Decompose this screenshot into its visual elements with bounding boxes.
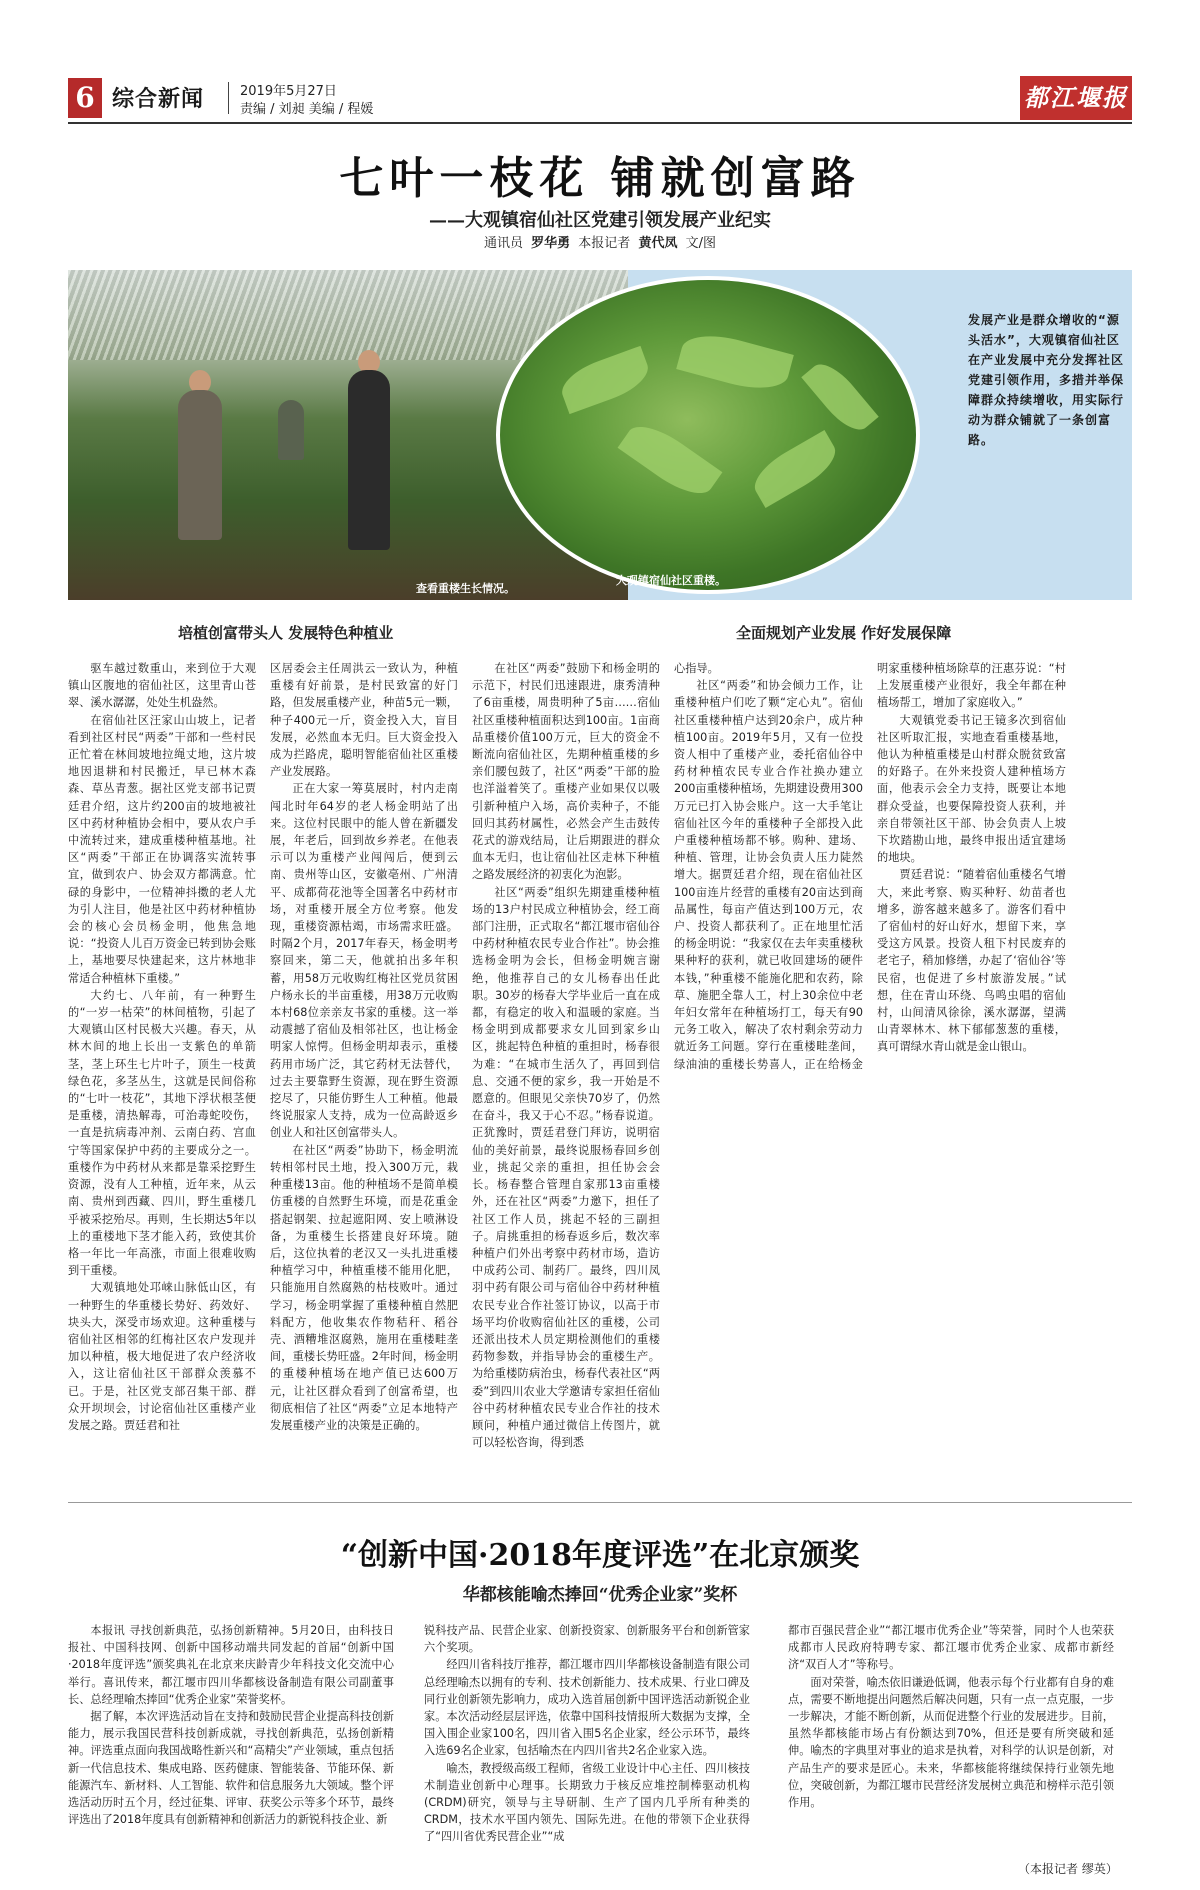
paragraph: 贾廷君说：“随着宿仙重楼名气增大，来此考察、购买种籽、幼苗者也增多，游客越来越多了。游客们看中了宿仙村的好山好水，想留下来，享受这方风景。投资人租下村民废弃的老宅子，稍加修缮，办起了‘宿仙谷’等民宿，也促进了乡村旅游发展。”试想，住在青山环绕、鸟鸣虫唱的宿仙村，山间清风徐徐，溪水潺潺，望满山青翠林木、林下郁郁葱葱的重楼，真可谓绿水青山就是金山银山。 xyxy=(877,868,1066,1054)
paragraph: 大观镇地处邛崃山脉低山区，有一种野生的华重楼长势好、药效好、块头大，深受市场欢迎。这种重楼与宿仙社区相邻的红梅社区农户发现并加以种植，极大地促进了农户经济收入，这让宿仙社区干部群众羡慕不已。于是，社区党支部召集干部、群众开坝坝会，讨论宿仙社区重楼产业发展之路。贾廷君和社 xyxy=(68,1281,256,1432)
byline-suffix: 文/图 xyxy=(685,236,716,251)
paragraph: 驱车越过数重山，来到位于大观镇山区腹地的宿仙社区，这里青山苍翠、溪水潺潺，处处生机盎然。 xyxy=(68,662,256,710)
article2-headline: “创新中国·2018年度评选”在北京颁奖 xyxy=(340,1538,860,1573)
paragraph: 在社区“两委”鼓励下和杨金明的示范下，村民们迅速跟进，康秀清种了6亩重楼，周贵明种了5亩……宿仙社区重楼种植面积达到100亩。1亩商品重楼价值100万元，巨大的资金不断流向宿仙社区，先期种植重楼的乡亲们腰包鼓了，社区“两委”干部的脸也洋溢着笑了。重楼产业如果仅以吸引新种植户入场，高价卖种子，不能回归其药材属性，必然会产生击鼓传花式的游戏结局，让后期跟进的群众血本无归，也让宿仙社区走林下种植之路发展经济的初衷化为泡影。 xyxy=(472,662,660,882)
paragraph: 大约七、八年前，有一种野生的“一岁一枯荣”的林间植物，引起了大观镇山区村民极大兴趣。春天，从林木间的地上长出一支紫色的单箭茎，茎上环生七片叶子，顶生一枝黄绿色花，多茎丛生，这就是民间俗称的“七叶一枝花”，其地下浮状根茎便是重楼，清热解毒，可治毒蛇咬伤，一直是抗病毒冲剂、云南白药、宫血宁等国家保护中药的主要成分之一。重楼作为中药材从来都是靠采挖野生资源，没有人工种植，近年来，从云南、贵州到西藏、四川，野生重楼几乎被采挖殆尽。再则，生长期达5年以上的重楼地下茎才能入药，致使其价格一年比一年高涨，市面上很难收购到干重楼。 xyxy=(68,988,256,1278)
paragraph: 心指导。 xyxy=(674,662,719,675)
leaf-shape xyxy=(747,430,844,508)
article2-credit: （本报记者 缪英） xyxy=(1018,1862,1118,1876)
leaf-shape xyxy=(618,415,723,505)
paragraph: 经四川省科技厅推荐，都江堰市四川华都核设备制造有限公司总经理喻杰以拥有的专利、技术创新能力、技术成果、行业口碑及同行业创新领先影响力，成功入选首届创新中国评选活动新锐企业家。本次活动经层层评选，依靠中国科技情报所大数据为支撑，全国入围企业家100名，四川省入围5名企业家，经公示环节，最终入选69名企业家，包括喻杰在内四川省共2名企业家入选。 xyxy=(424,1658,750,1758)
article1-column-3 xyxy=(472,660,660,1484)
section-title-right: 全面规划产业发展 作好发展保障 xyxy=(736,624,952,642)
byline-author1: 罗华勇 xyxy=(531,236,571,251)
header-rule xyxy=(68,122,1132,124)
paragraph: 大观镇党委书记王镜多次到宿仙社区听取汇报，实地查看重楼基地，他认为种植重楼是山村群众脱贫致富的好路子。在外来投资人建种植场方面，他表示会全力支持，既要让本地群众受益，也要保障投资人获利，并亲自带领社区干部、协会负责人上坡下坎踏勘山地，最终申报出适宜建场的地块。 xyxy=(877,713,1066,865)
editors-line: 责编 / 刘昶 美编 / 程媛 xyxy=(240,102,374,117)
masthead-logo: 都江堰报 xyxy=(1020,76,1132,120)
column-pair xyxy=(674,660,1066,1484)
article2-column-3 xyxy=(788,1622,1114,1846)
photo-caption-mid: 大观镇宿仙社区重楼。 xyxy=(616,574,726,587)
paragraph: 社区“两委”组织先期建重楼种植场的13户村民成立种植协会，经工商部门注册，正式取名“都江堰市宿仙谷中药材种植农民专业合作社”。协会推选杨金明为会长，但杨金明婉言谢绝，他推荐自己的女儿杨春出任此职。30岁的杨春大学毕业后一直在成都，有稳定的收入和温暖的家庭。当杨金明到成都要求女儿回到家乡山区，挑起特色种植的重担时，杨春很为难：“在城市生活久了，再回到信息、交通不便的家乡，我一开始是不愿意的。但眼见父亲快70岁了，仍然在奋斗，我又于心不忍。”杨春说道。正犹豫时，贾廷君登门拜访，说明宿仙的美好前景，最终说服杨春回乡创业，挑起父亲的重担，担任协会会长。杨春整合管理自家那13亩重楼外，还在社区“两委”力邀下，担任了社区工作人员，挑起不轻的三副担子。肩挑重担的杨春返乡后，数次率种植户们外出考察中药材市场，造访中成药公司、制药厂。最终，四川凤羽中药有限公司与宿仙谷中药材种植农民专业合作社签订协议，以高于市场平均价收购宿仙社区的重楼，公司还派出技术人员定期检测他们的重楼药物参数，并指导协会的重楼生产。为给重楼防病治虫，杨春代表社区“两委”到四川农业大学邀请专家担任宿仙谷中药材种植农民专业合作社的技术顾问，种植户通过微信上传图片，就可以轻松咨询，得到悉 xyxy=(472,885,660,1450)
byline-author2: 黄代凤 xyxy=(638,236,678,251)
article-divider xyxy=(68,1502,1132,1503)
article1-photo-block xyxy=(68,270,1132,600)
byline-prefix: 通讯员 xyxy=(483,236,523,251)
article2-column-2 xyxy=(424,1622,750,1846)
article1-subheadline: ——大观镇宿仙社区党建引领发展产业纪实 xyxy=(429,210,771,231)
person-figure xyxy=(348,370,390,550)
section-title-left: 培植创富带头人 发展特色种植业 xyxy=(178,624,394,642)
paragraph: 据了解，本次评选活动旨在支持和鼓励民营企业提高科技创新能力，展示我国民营科技创新成就，寻找创新典范，弘扬创新精神。评选重点面向我国战略性新兴和“高精尖”产业领域，重点包括新一代信息技术、集成电路、医药健康、智能装备、节能环保、新能源汽车、新材料、人工智能、软件和信息服务九大领域。整个评选活动历时五个月，经过征集、评审、获奖公示等多个环节，最终评选出了2018年度具有创新精神和创新活力的新锐科技企业、新 xyxy=(68,1710,394,1827)
article1-column-2 xyxy=(270,660,458,1484)
paragraph: 在宿仙社区汪家山山坡上，记者看到社区村民“两委”干部和一些村民正忙着在林间坡地拉绳丈地，这片坡地因退耕和村民搬迁，早已林木森森、草丛青葱。据社区党支部书记贾廷君介绍，这片约200亩的坡地被社区中药材种植协会相中，要从农户手中流转过来，建成重楼种植基地。社区“两委”干部正在协调落实流转事宜，做到农户、协会双方都满意。忙碌的身影中，一位精神抖擞的老人尤为引人注目，他是社区中药材种植协会的核心会员杨金明，他焦急地说：“投资人儿百万资金已转到协会账上，基地要尽快建起来，这片林地非常适合种植林下重楼。” xyxy=(68,713,256,985)
paragraph: 在社区“两委”协助下，杨金明流转相邻村民土地，投入300万元，栽种重楼13亩。他的种植场不是简单模仿重楼的自然野生环境，而是花重金搭起钢架、拉起遮阳网、安上喷淋设备，为重楼生长搭建良好环境。随后，这位执着的老汉又一头扎进重楼种植学习中，种植重楼不能用化肥，只能施用自然腐熟的枯枝败叶。通过学习，杨金明掌握了重楼种植自然肥料配方，他收集农作物秸秆、稻谷壳、酒糟堆沤腐熟，施用在重楼畦垄间，重楼长势旺盛。2年时间，杨金明的重楼种植场在地产值已达600万元，让社区群众看到了创富希望，也彻底相信了社区“两委”立足本地特产发展重楼产业的决策是正确的。 xyxy=(270,1143,458,1432)
page-header xyxy=(68,78,1132,118)
leaf-shape xyxy=(556,346,654,414)
article2-column-1 xyxy=(68,1622,394,1846)
section-name: 综合新闻 xyxy=(112,87,205,112)
leaf-shape xyxy=(676,327,794,398)
paragraph: 社区“两委”和协会倾力工作，让重楼种植户们吃了颗“定心丸”。宿仙社区重楼种植户达到20余户，成片种植100亩。2019年5月，又有一位投资人相中了重楼产业，委托宿仙谷中药材种植农民专业合作社换办建立200亩重楼种植场，先期建设费用300万元已打入协会账户。这一大手笔让宿仙社区今年的重楼种子全部投入此户重楼种植场都不够。购种、建场、种植、管理，让协会负责人压力陡然增大。据贾廷君介绍，现在宿仙社区100亩连片经营的重楼有20亩达到商品属性，每亩产值达到100万元，农户、投资人都获利了。正在地里忙活的杨金明说：“我家仅在去年卖重楼秋果种籽的获利，就已收回建场的硬件本钱，”种重楼不能施化肥和农药，除草、施肥全靠人工，村上30余位中老年妇女常年在种植场打工，每天有90元务工收入，解决了农村剩余劳动力就近务工问题。穿行在重楼畦垄间，绿油油的重楼长势喜人，正在给杨金明家重楼种植场除草的汪惠芬说：“村上发展重楼产业很好，我全年都在种植场帮工，增加了家庭收入。” xyxy=(674,662,1066,1071)
paragraph: 正在大家一筹莫展时，村内走南闯北时年64岁的老人杨金明站了出来。这位村民眼中的能人曾在新疆发展，年老后，回到故乡养老。在他表示可以为重楼产业闯闯后，便到云南、贵州等山区，安徽亳州、广州清平、成都荷花池等全国著名中药材市场，对重楼开展全方位考察。他发现，重楼资源枯竭，市场需求旺盛。时隔2个月，2017年春天，杨金明考察回来，第二天，他就拍出多年积蓄，用58万元收购红梅社区党员贫困户杨永长的半亩重楼，用38万元收购本村68位亲亲友书家的重楼。这一举动震撼了宿仙及相邻社区，也让杨金明家人惊愕。但杨金明却表示，重楼药用市场广泛，其它药材无法替代，过去主要靠野生资源，现在野生资源挖尽了，只能仿野生人工种植。他最终说服家人支持，成为一位高龄返乡创业人和社区创富带头人。 xyxy=(270,782,458,1140)
paragraph: 锐科技产品、民营企业家、创新投资家、创新服务平台和创新管家六个奖项。 xyxy=(424,1624,750,1655)
paragraph: 面对荣誉，喻杰依旧谦逊低调，他表示每个行业都有自身的难点，需要不断地提出问题然后解决问题，只有一点一点克服，一步一步解决，才能不断创新，从而促进整个行业的发展进步。目前，虽然华都核能市场占有份额达到70%，但还是要有所突破和延伸。喻杰的字典里对事业的追求是执着，对科学的认识是创新，对产品生产的要求是匠心。未来，华都核能将继续保持行业领先地位，突破创新，为都江堰市民营经济发展树立典范和榜样示范引领作用。 xyxy=(788,1675,1114,1810)
paragraph: 本报讯 寻找创新典范，弘扬创新精神。5月20日，由科技日报社、中国科技网、创新中国移动端共同发起的首届“创新中国·2018年度评选”颁奖典礼在北京来庆龄青少年科技文化交流中心举行。喜讯传来，都江堰市四川华都核设备制造有限公司副董事长、总经理喻杰捧回“优秀企业家”荣誉奖杯。 xyxy=(68,1624,394,1706)
paragraph: 喻杰，教授级高级工程师，省级工业设计中心主任、四川核技术制造业创新中心理事。长期致力于核反应堆控制棒驱动机构(CRDM)研究，领导与主导研制、生产了国内几乎所有种类的CRDM，技术水平国内领先、国际先进。在他的带领下企业获得了“四川省优秀民营企业”“成 xyxy=(424,1761,750,1844)
article1-column-4 xyxy=(674,660,1066,1484)
paragraph: 都市百强民营企业”“都江堰市优秀企业”等荣誉，同时个人也荣获成都市人民政府特聘专家、都江堰市优秀企业家、成都市新经济“双百人才”等称号。 xyxy=(788,1624,1114,1672)
issue-date: 2019年5月27日 xyxy=(240,84,337,99)
photo-paris-plant-closeup xyxy=(496,276,920,594)
article1-headline: 七叶一枝花 铺就创富路 xyxy=(339,153,861,204)
header-divider xyxy=(228,82,229,114)
page-number: 6 xyxy=(68,78,102,118)
leaf-shape xyxy=(801,355,878,438)
person-figure xyxy=(278,400,304,460)
paragraph: 区居委会主任周洪云一致认为，种植重楼有好前景，是村民致富的好门路，但发展重楼产业，种苗5元一颗，种子400元一斤，资金投入大，盲目发展，必然血本无归。巨大资金投入成为拦路虎，聪明智能宿仙社区重楼产业发展路。 xyxy=(270,662,458,779)
photo-side-text: 发展产业是群众增收的“源头活水”，大观镇宿仙社区在产业发展中充分发挥社区党建引领作用，多措并举保障群众持续增收，用实际行动为群众铺就了一条创富路。 xyxy=(968,313,1125,447)
article2-subheadline: 华都核能喻杰捧回“优秀企业家”奖杯 xyxy=(462,1585,738,1605)
byline-mid: 本报记者 xyxy=(578,236,631,251)
photo-caption-left: 查看重楼生长情况。 xyxy=(416,582,515,595)
article1-column-1 xyxy=(68,660,256,1484)
article1-byline xyxy=(0,232,1200,251)
person-figure xyxy=(178,390,222,540)
